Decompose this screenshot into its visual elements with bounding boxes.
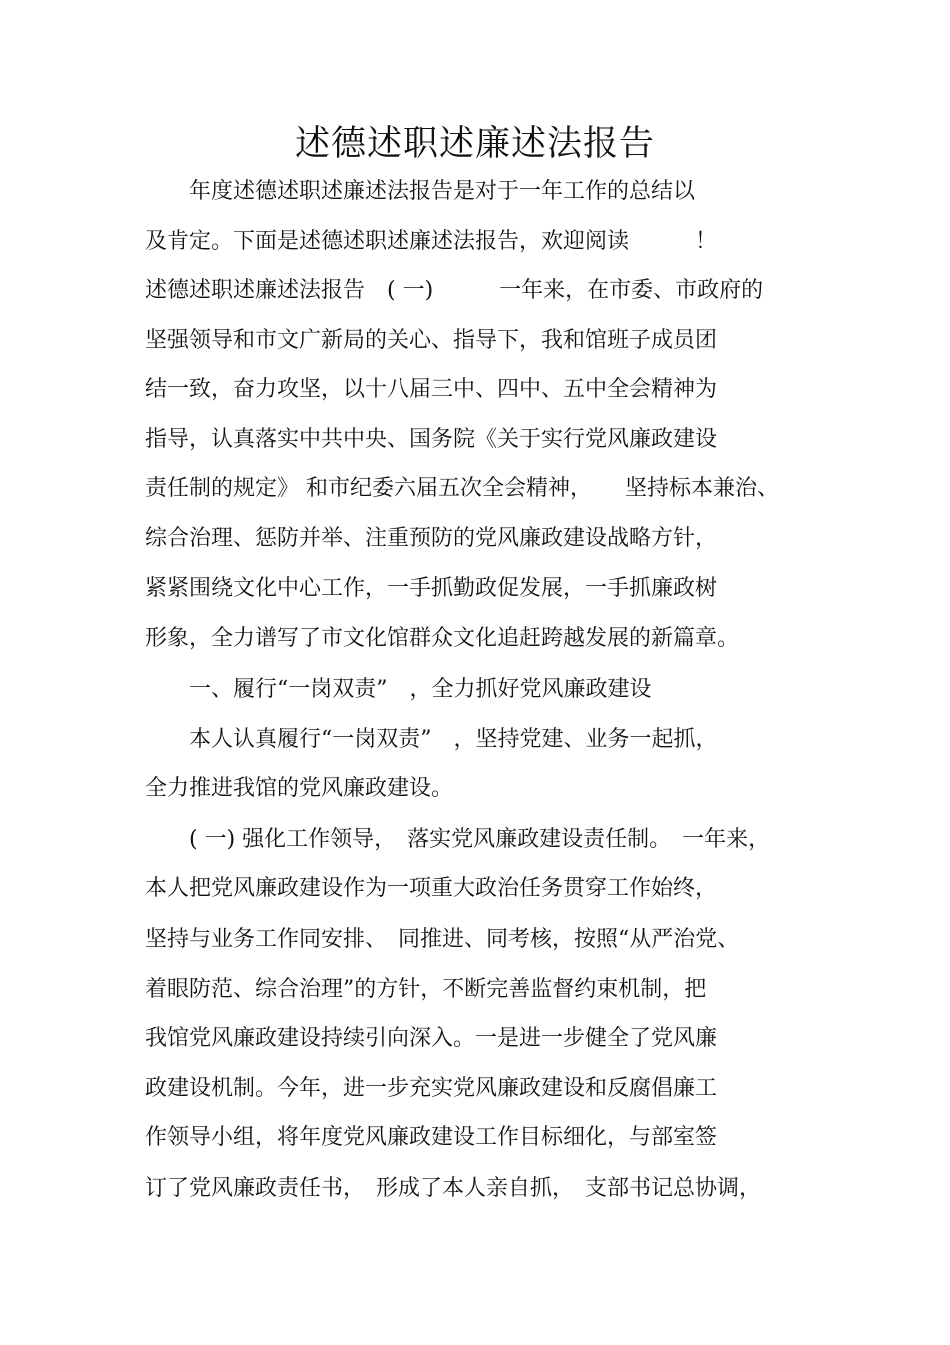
body-line-2: 及肯定。下面是述德述职述廉述法报告，欢迎阅读 ！: [145, 229, 718, 254]
body-line-4: 坚强领导和市文广新局的关心、指导下，我和馆班子成员团: [145, 328, 718, 353]
body-line-18: 我馆党风廉政建设持续引向深入。一是进一步健全了党风廉: [145, 1026, 718, 1051]
body-line-20: 作领导小组，将年度党风廉政建设工作目标细化，与部室签: [145, 1125, 718, 1150]
body-line-10: 形象，全力谱写了市文化馆群众文化追赶跨越发展的新篇章。: [145, 626, 740, 651]
body-line-7: 责任制的规定》 和市纪委六届五次全会精神， 坚持标本兼治、: [145, 476, 779, 501]
body-line-6: 指导，认真落实中共中央、国务院《关于实行党风廉政建设: [145, 427, 718, 452]
body-line-1: 年度述德述职述廉述法报告是对于一年工作的总结以: [145, 179, 696, 204]
document-title: 述德述职述廉述法报告: [294, 124, 655, 164]
body-line-3: 述德述职述廉述法报告 ( 一) 一年来，在市委、市政府的: [145, 278, 764, 303]
body-line-13: 全力推进我馆的党风廉政建设。: [145, 776, 454, 801]
body-line-8: 综合治理、惩防并举、注重预防的党风廉政建设战略方针，: [145, 526, 718, 551]
body-line-21: 订了党风廉政责任书， 形成了本人亲自抓， 支部书记总协调，: [145, 1176, 762, 1201]
body-line-16: 坚持与业务工作同安排、 同推进、同考核，按照“从严治党、: [145, 927, 740, 952]
subsection-heading-1: ( 一) 强化工作领导， 落实党风廉政建设责任制。 一年来，: [145, 827, 771, 852]
body-line-12: 本人认真履行“一岗双责” ，坚持党建、业务一起抓，: [145, 727, 718, 752]
body-line-17: 着眼防范、综合治理”的方针，不断完善监督约束机制，把: [145, 977, 707, 1002]
body-line-19: 政建设机制。今年，进一步充实党风廉政建设和反腐倡廉工: [145, 1076, 718, 1101]
body-line-15: 本人把党风廉政建设作为一项重大政治任务贯穿工作始终，: [145, 876, 718, 901]
section-heading-1: 一、履行“一岗双责” ，全力抓好党风廉政建设: [145, 677, 652, 702]
body-line-9: 紧紧围绕文化中心工作，一手抓勤政促发展，一手抓廉政树: [145, 576, 718, 601]
body-line-5: 结一致，奋力攻坚，以十八届三中、四中、五中全会精神为: [145, 377, 718, 402]
